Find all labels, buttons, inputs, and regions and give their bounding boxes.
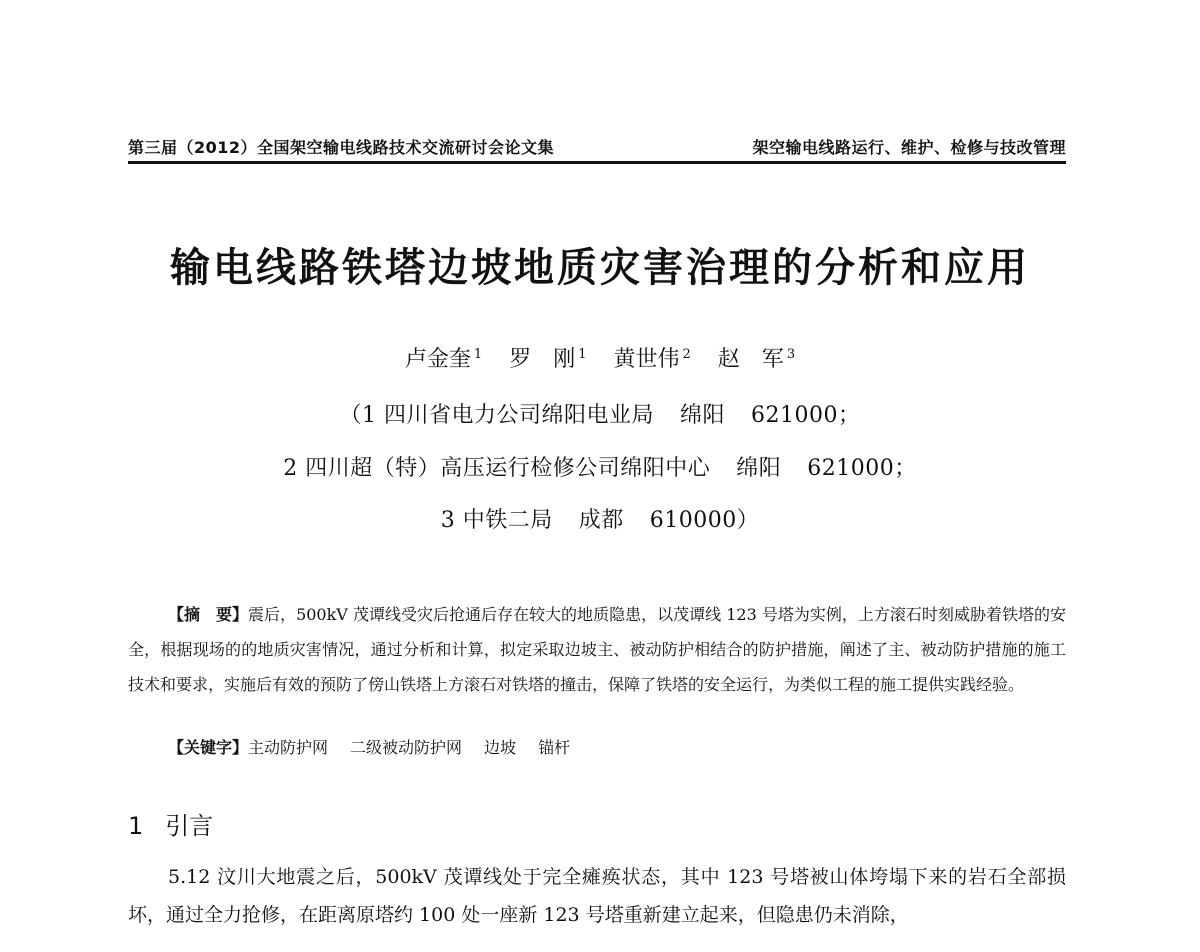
author-name: 赵 军	[717, 347, 784, 372]
affiliation-org: 2 四川超（特）高压运行检修公司绵阳中心	[283, 456, 711, 481]
affiliation	[0, 398, 1200, 429]
affiliation-org: 3 中铁二局	[440, 508, 553, 533]
affiliation-city: 成都	[578, 508, 624, 533]
author	[718, 347, 795, 372]
keyword: 锚杆	[538, 738, 571, 757]
section-number: 1	[128, 812, 144, 840]
paper-title: 输电线路铁塔边坡地质灾害治理的分析和应用	[170, 245, 1030, 291]
author-affil-mark: 3	[786, 346, 796, 362]
affiliation-postcode: 621000；	[807, 456, 917, 481]
author	[509, 347, 586, 372]
keywords	[168, 735, 592, 758]
author-list	[0, 342, 1200, 373]
keyword: 边坡	[484, 738, 517, 757]
author-affil-mark: 1	[578, 346, 587, 362]
affiliation-org: （1 四川省电力公司绵阳电业局	[339, 403, 654, 428]
abstract-label: 【摘 要】	[168, 605, 249, 624]
keywords-label: 【关键字】	[168, 738, 249, 757]
keyword: 二级被动防护网	[350, 738, 463, 757]
author-affil-mark: 2	[682, 346, 691, 362]
header-section-title: 架空输电线路运行、维护、检修与技改管理	[752, 138, 1066, 157]
keyword: 主动防护网	[248, 738, 329, 757]
section-heading	[128, 806, 213, 841]
running-header	[128, 131, 1066, 164]
body-paragraph: 5.12 汶川大地震之后，500kV 茂谭线处于完全瘫痪状态，其中 123 号塔被山体垮塌下来的岩石全部损坏，通过全力抢修，在距离原塔约 100 处一座新 123 号塔重新建立起来，但隐患仍未消除，	[128, 866, 1066, 926]
header-proceedings-title: 第三届（2012）全国架空输电线路技术交流研讨会论文集	[128, 138, 555, 157]
abstract	[128, 597, 1066, 702]
affiliation-postcode: 621000；	[751, 403, 861, 428]
affiliation-city: 绵阳	[680, 403, 726, 428]
abstract-text: 震后，500kV 茂谭线受灾后抢通后存在较大的地质隐患，以茂谭线 123 号塔为实例，上方滚石时刻威胁着铁塔的安全，根据现场的的地质灾害情况，通过分析和计算，拟定采取边坡主、被动防护相结合的防护措施，阐述了主、被动防护措施的施工技术和要求，实施后有效的预防了傍山铁塔上方滚石对铁塔的撞击，保障了铁塔的安全运行，为类似工程的施工提供实践经验。	[128, 605, 1066, 694]
affiliation-postcode: 610000）	[649, 508, 760, 533]
affiliation	[0, 503, 1200, 534]
author-name: 黄世伟	[613, 347, 680, 372]
author-affil-mark: 1	[473, 346, 483, 362]
author	[405, 347, 482, 372]
section-title: 引言	[165, 812, 214, 840]
author-name: 罗 刚	[509, 347, 576, 372]
affiliation	[0, 451, 1200, 482]
author-name: 卢金奎	[404, 347, 471, 372]
affiliation-city: 绵阳	[736, 456, 782, 481]
author	[614, 347, 691, 372]
